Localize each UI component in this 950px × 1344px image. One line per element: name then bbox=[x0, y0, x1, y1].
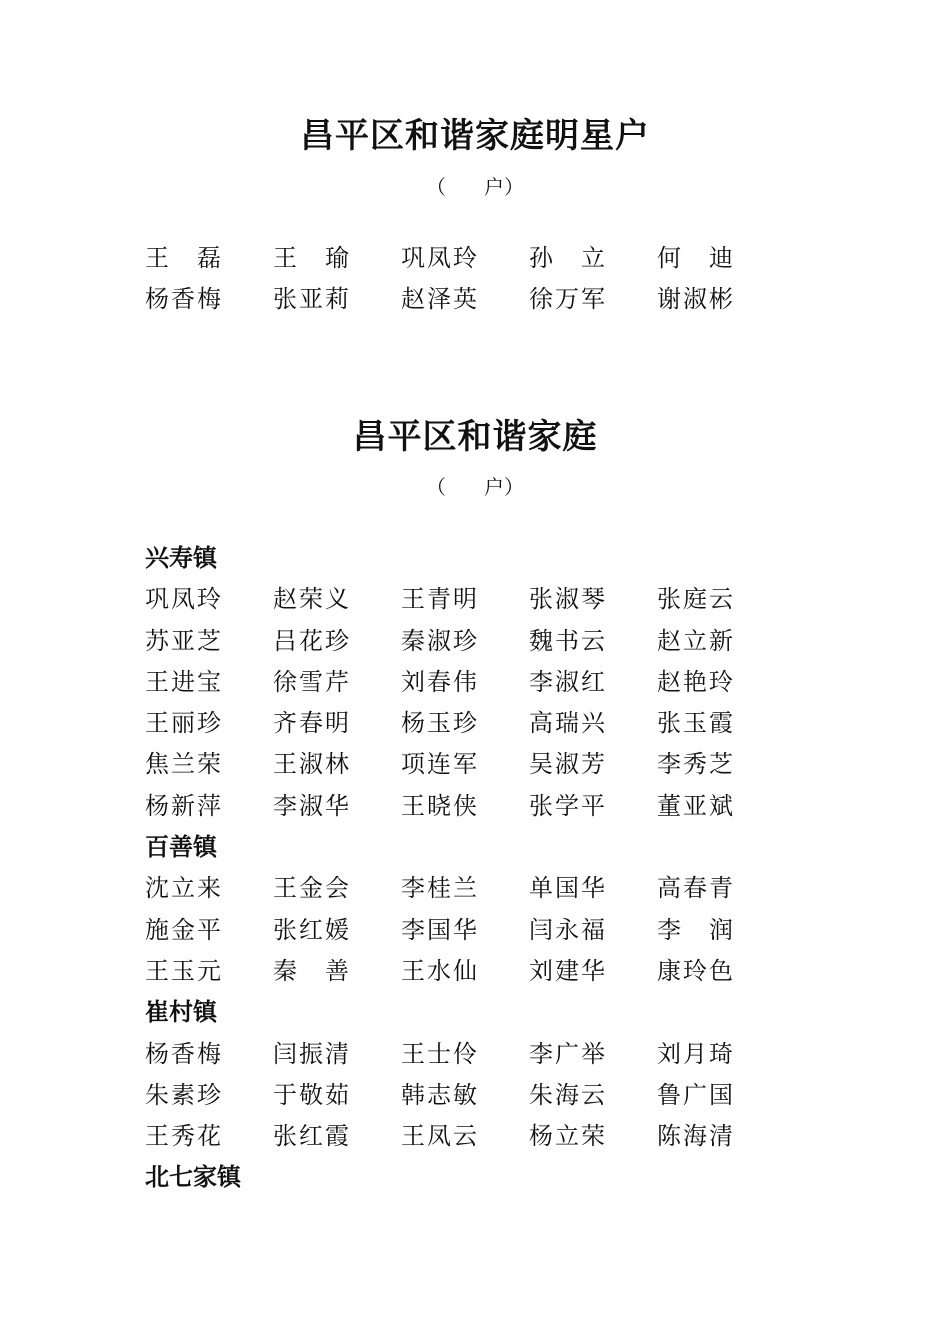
name-row bbox=[145, 1075, 785, 1116]
household-count bbox=[0, 471, 950, 500]
person-name: 王凤云 bbox=[401, 1122, 479, 1151]
person-name: 张红媛 bbox=[273, 915, 351, 944]
name-row bbox=[145, 868, 785, 909]
person-name: 王金会 bbox=[273, 874, 351, 903]
name-row bbox=[145, 238, 785, 279]
person-name: 吕花珍 bbox=[273, 626, 351, 655]
person-name: 杨香梅 bbox=[145, 285, 223, 314]
person-name: 李 润 bbox=[657, 915, 735, 944]
name-row bbox=[145, 579, 785, 620]
name-row bbox=[145, 744, 785, 785]
count-unit: 户） bbox=[484, 475, 524, 499]
person-name: 杨玉珍 bbox=[401, 709, 479, 738]
person-name: 韩志敏 bbox=[401, 1080, 479, 1109]
person-name: 谢淑彬 bbox=[657, 285, 735, 314]
person-name: 李淑华 bbox=[273, 791, 351, 820]
person-name: 徐万军 bbox=[529, 285, 607, 314]
person-name: 孙 立 bbox=[529, 244, 607, 272]
person-name: 张庭云 bbox=[657, 585, 735, 614]
count-unit: 户） bbox=[484, 175, 524, 199]
person-name: 杨新萍 bbox=[145, 791, 223, 820]
person-name: 李广举 bbox=[529, 1039, 607, 1068]
person-name: 王 磊 bbox=[145, 244, 223, 272]
count-open-paren: （ bbox=[426, 175, 446, 199]
town-heading: 百善镇 bbox=[145, 833, 217, 862]
person-name: 杨香梅 bbox=[145, 1039, 223, 1068]
person-name: 王进宝 bbox=[145, 667, 223, 696]
person-name: 闫振清 bbox=[273, 1039, 351, 1068]
person-name: 刘建华 bbox=[529, 956, 607, 985]
section-title: 昌平区和谐家庭 bbox=[352, 417, 598, 457]
person-name: 杨立荣 bbox=[529, 1122, 607, 1151]
person-name: 王晓侠 bbox=[401, 791, 479, 820]
name-row bbox=[145, 1116, 785, 1157]
person-name: 施金平 bbox=[145, 915, 223, 944]
person-name: 于敬茹 bbox=[273, 1080, 351, 1109]
name-grid bbox=[145, 238, 785, 321]
person-name: 鲁广国 bbox=[657, 1080, 735, 1109]
name-row bbox=[145, 621, 785, 662]
person-name: 王秀花 bbox=[145, 1122, 223, 1151]
town-heading: 北七家镇 bbox=[145, 1163, 241, 1192]
person-name: 苏亚芝 bbox=[145, 626, 223, 655]
person-name: 王水仙 bbox=[401, 956, 479, 985]
person-name: 高春青 bbox=[657, 874, 735, 903]
person-name: 张红霞 bbox=[273, 1122, 351, 1151]
person-name: 沈立来 bbox=[145, 874, 223, 903]
person-name: 赵荣义 bbox=[273, 585, 351, 614]
person-name: 张亚莉 bbox=[273, 285, 351, 314]
town-heading: 兴寿镇 bbox=[145, 544, 217, 572]
person-name: 康玲色 bbox=[657, 956, 735, 985]
household-count bbox=[0, 171, 950, 200]
name-row bbox=[145, 910, 785, 951]
person-name: 闫永福 bbox=[529, 915, 607, 944]
person-name: 王丽珍 bbox=[145, 709, 223, 738]
person-name: 李秀芝 bbox=[657, 750, 735, 779]
person-name: 朱海云 bbox=[529, 1080, 607, 1109]
person-name: 赵艳玲 bbox=[657, 667, 735, 696]
person-name: 董亚斌 bbox=[657, 791, 735, 820]
name-row bbox=[145, 662, 785, 703]
person-name: 赵立新 bbox=[657, 626, 735, 655]
person-name: 张学平 bbox=[529, 791, 607, 820]
person-name: 王淑林 bbox=[273, 750, 351, 779]
name-row bbox=[145, 279, 785, 320]
person-name: 巩凤玲 bbox=[145, 585, 223, 614]
person-name: 秦 善 bbox=[273, 956, 351, 985]
person-name: 焦兰荣 bbox=[145, 750, 223, 779]
person-name: 刘春伟 bbox=[401, 667, 479, 696]
person-name: 王士伶 bbox=[401, 1039, 479, 1068]
person-name: 徐雪芹 bbox=[273, 667, 351, 696]
name-row bbox=[145, 703, 785, 744]
person-name: 李桂兰 bbox=[401, 874, 479, 903]
person-name: 齐春明 bbox=[273, 709, 351, 738]
person-name: 魏书云 bbox=[529, 626, 607, 655]
person-name: 陈海清 bbox=[657, 1122, 735, 1151]
person-name: 王 瑜 bbox=[273, 244, 351, 272]
person-name: 张淑琴 bbox=[529, 585, 607, 614]
person-name: 项连军 bbox=[401, 750, 479, 779]
name-row bbox=[145, 951, 785, 992]
count-open-paren: （ bbox=[426, 475, 446, 499]
person-name: 单国华 bbox=[529, 874, 607, 903]
name-row bbox=[145, 1034, 785, 1075]
person-name: 赵泽英 bbox=[401, 285, 479, 314]
person-name: 朱素珍 bbox=[145, 1080, 223, 1109]
town-heading: 崔村镇 bbox=[145, 998, 217, 1027]
person-name: 王青明 bbox=[401, 585, 479, 614]
town-list bbox=[145, 538, 785, 1199]
person-name: 刘月琦 bbox=[657, 1039, 735, 1068]
person-name: 吴淑芳 bbox=[529, 750, 607, 779]
person-name: 何 迪 bbox=[657, 244, 735, 272]
person-name: 张玉霞 bbox=[657, 709, 735, 738]
person-name: 巩凤玲 bbox=[401, 244, 479, 272]
person-name: 李淑红 bbox=[529, 667, 607, 696]
name-row bbox=[145, 786, 785, 827]
person-name: 秦淑珍 bbox=[401, 626, 479, 655]
person-name: 李国华 bbox=[401, 915, 479, 944]
section-title: 昌平区和谐家庭明星户 bbox=[300, 116, 650, 156]
person-name: 高瑞兴 bbox=[529, 709, 607, 738]
person-name: 王玉元 bbox=[145, 956, 223, 985]
